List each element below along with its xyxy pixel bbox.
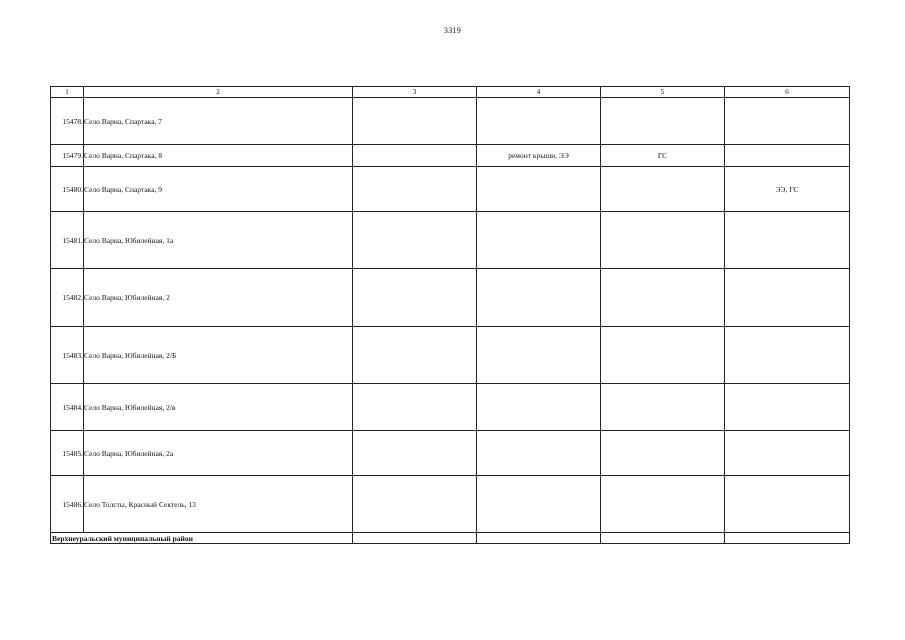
document-table	[50, 86, 850, 544]
row-address: Село Варна, Юбилейная, 2а	[84, 431, 353, 476]
row-cell-4	[477, 98, 601, 145]
table-row	[51, 269, 850, 327]
row-cell-4	[477, 476, 601, 533]
row-address: Село Толсты, Красный Сектель, 13	[84, 476, 353, 533]
row-cell-3	[353, 212, 477, 269]
row-cell-5	[601, 98, 725, 145]
table-row	[51, 167, 850, 212]
column-header-3: 3	[353, 87, 477, 98]
row-number: 15482.	[51, 269, 84, 327]
row-number: 15481.	[51, 212, 84, 269]
row-cell-4	[477, 431, 601, 476]
row-number: 15484.	[51, 384, 84, 431]
table-row	[51, 327, 850, 384]
table-row	[51, 476, 850, 533]
row-cell-3	[353, 327, 477, 384]
row-number: 15485.	[51, 431, 84, 476]
column-header-5: 5	[601, 87, 725, 98]
row-cell-6: ЭЭ, ГС	[725, 167, 850, 212]
row-number: 15478.	[51, 98, 84, 145]
row-cell-5	[601, 384, 725, 431]
row-cell-5	[601, 212, 725, 269]
row-address: Село Варна, Спартака, 7	[84, 98, 353, 145]
row-cell-4: ремонт крыши, ЭЭ	[477, 145, 601, 167]
row-cell-4	[477, 167, 601, 212]
column-header-4: 4	[477, 87, 601, 98]
page-number: 3319	[443, 26, 462, 35]
column-header-6: 6	[725, 87, 850, 98]
row-address: Село Варна, Юбилейная, 2/Б	[84, 327, 353, 384]
row-cell-5	[601, 476, 725, 533]
row-address: Село Варна, Юбилейная, 2/в	[84, 384, 353, 431]
row-cell-6	[725, 431, 850, 476]
row-address: Село Варна, Юбилейная, 1а	[84, 212, 353, 269]
section-cell-3	[353, 533, 477, 544]
row-cell-3	[353, 98, 477, 145]
row-cell-3	[353, 384, 477, 431]
row-address: Село Варна, Спартака, 9	[84, 167, 353, 212]
table-row	[51, 145, 850, 167]
row-cell-3	[353, 145, 477, 167]
section-cell-4	[477, 533, 601, 544]
row-number: 15480.	[51, 167, 84, 212]
row-cell-6	[725, 269, 850, 327]
row-cell-5: ГС	[601, 145, 725, 167]
table-row	[51, 431, 850, 476]
row-cell-4	[477, 269, 601, 327]
row-cell-6	[725, 145, 850, 167]
row-cell-4	[477, 384, 601, 431]
section-row	[51, 533, 850, 544]
row-cell-5	[601, 431, 725, 476]
row-cell-3	[353, 476, 477, 533]
row-address: Село Варна, Спартака, 8	[84, 145, 353, 167]
table-row	[51, 212, 850, 269]
row-cell-3	[353, 167, 477, 212]
row-cell-6	[725, 327, 850, 384]
row-number: 15486.	[51, 476, 84, 533]
row-cell-6	[725, 212, 850, 269]
row-address: Село Варна, Юбилейная, 2	[84, 269, 353, 327]
row-cell-4	[477, 212, 601, 269]
row-cell-4	[477, 327, 601, 384]
row-cell-5	[601, 269, 725, 327]
column-header-2: 2	[84, 87, 353, 98]
row-cell-5	[601, 167, 725, 212]
row-cell-3	[353, 269, 477, 327]
row-number: 15479.	[51, 145, 84, 167]
row-cell-5	[601, 327, 725, 384]
section-label: Верхнеуральский муниципальный район	[51, 533, 353, 544]
section-cell-5	[601, 533, 725, 544]
table-row	[51, 98, 850, 145]
column-number-row	[51, 87, 850, 98]
row-cell-6	[725, 98, 850, 145]
row-cell-6	[725, 476, 850, 533]
row-number: 15483.	[51, 327, 84, 384]
section-cell-6	[725, 533, 850, 544]
table-row	[51, 384, 850, 431]
row-cell-3	[353, 431, 477, 476]
row-cell-6	[725, 384, 850, 431]
column-header-1: 1	[51, 87, 84, 98]
